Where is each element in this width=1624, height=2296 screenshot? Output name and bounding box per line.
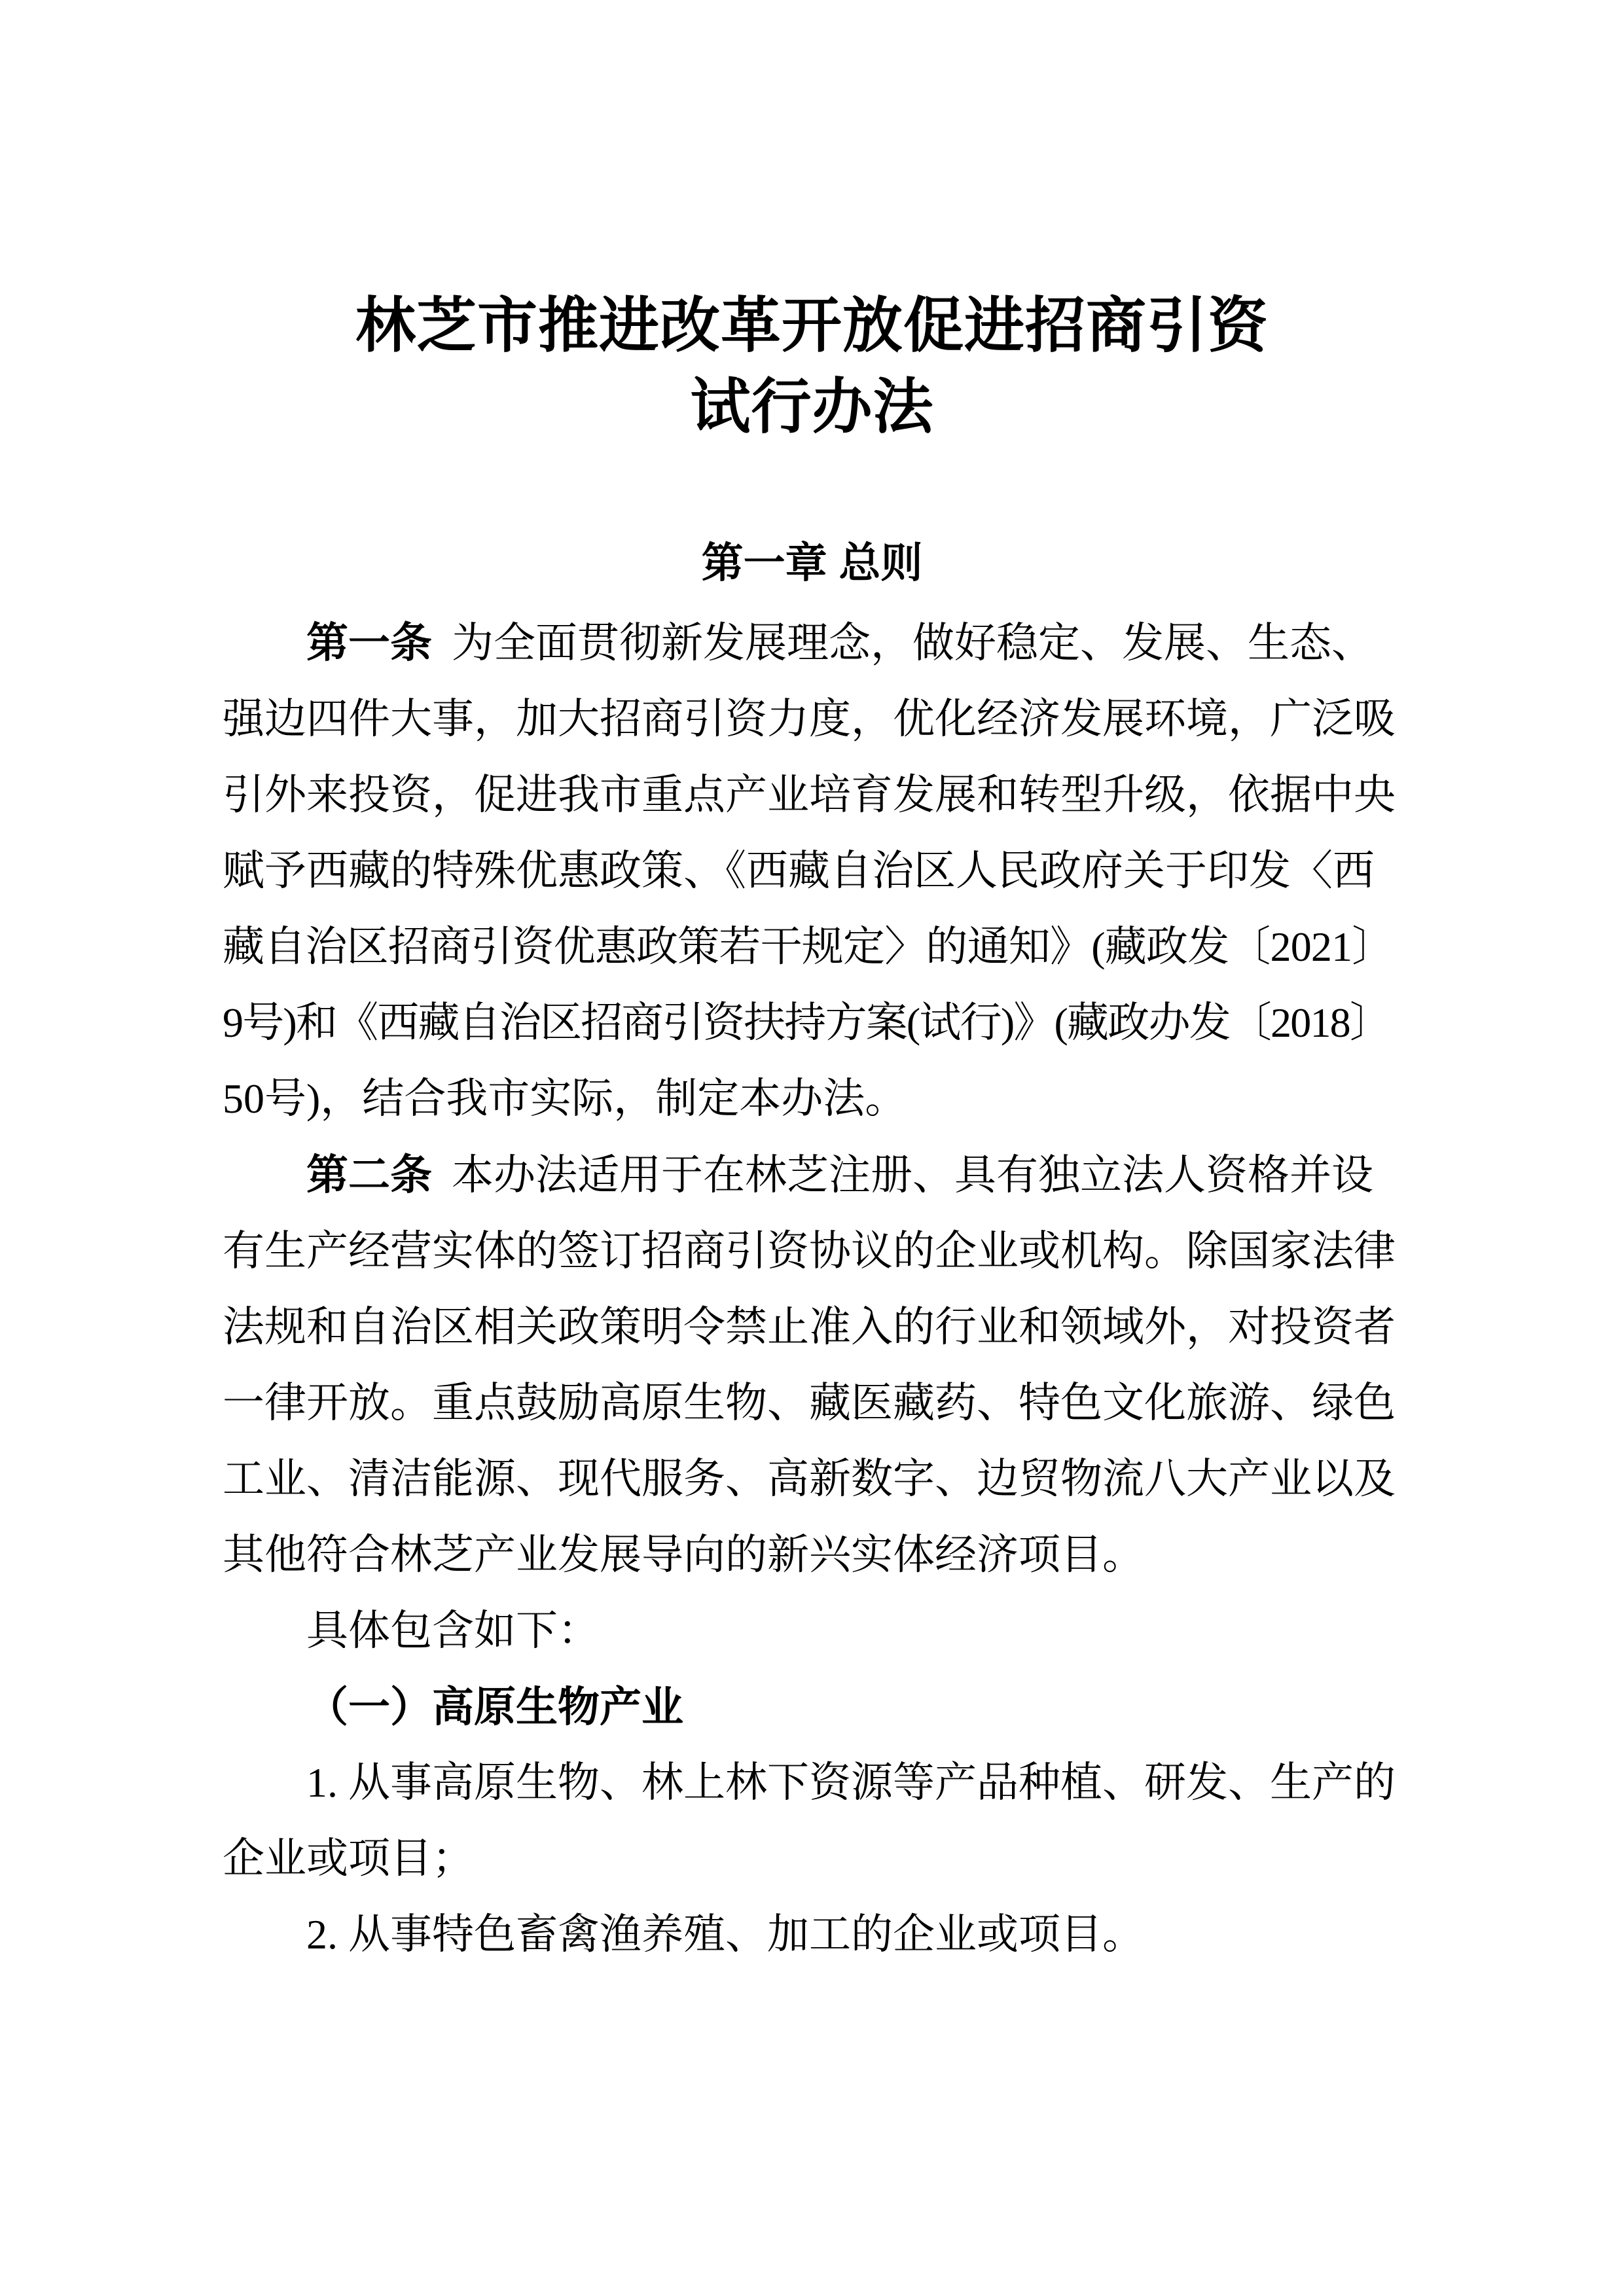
body-line: 9号)和《西藏自治区招商引资扶持方案(试行)》(藏政办发〔2018〕 — [223, 999, 1391, 1046]
document-title-line-2: 试行办法 — [690, 374, 934, 440]
item-2 — [223, 1897, 1401, 1973]
body-line: 其他符合林芝产业发展导向的新兴实体经济项目。 — [223, 1532, 1144, 1578]
body-line — [223, 1137, 1401, 1213]
body-line-text: 本办法适用于在林芝注册、具有独立法人资格并设 — [452, 1152, 1373, 1198]
section-1-heading — [223, 1669, 1401, 1745]
body-line: 工业、清洁能源、现代服务、高新数字、边贸物流八大产业以及 — [223, 1456, 1396, 1502]
item-1 — [223, 1745, 1401, 1897]
body-line: 有生产经营实体的签订招商引资协议的企业或机构。除国家法律 — [223, 1228, 1396, 1274]
document-title-line-1: 林芝市推进改革开放促进招商引资 — [355, 293, 1269, 359]
body-line: 50号)，结合我市实际，制定本办法。 — [223, 1075, 907, 1122]
article-2 — [223, 1137, 1401, 1593]
body-line: 藏自治区招商引资优惠政策若干规定〉的通知》(藏政发〔2021〕 — [223, 924, 1394, 970]
body-line: 法规和自治区相关政策明令禁止准入的行业和领域外，对投资者 — [223, 1304, 1396, 1350]
body-line: 2. 从事特色畜禽渔养殖、加工的企业或项目。 — [306, 1911, 1144, 1958]
article-2-number: 第二条 — [306, 1151, 432, 1198]
chapter-heading: 第一章 总则 — [701, 539, 923, 586]
body-line — [223, 605, 1401, 681]
intro-line — [223, 1593, 1401, 1669]
body-line: 强边四件大事，加大招商引资力度，优化经济发展环境，广泛吸 — [223, 696, 1396, 742]
body-line: 一律开放。重点鼓励高原生物、藏医藏药、特色文化旅游、绿色 — [223, 1380, 1396, 1426]
body-line: 赋予西藏的特殊优惠政策、《西藏自治区人民政府关于印发〈西 — [223, 848, 1375, 894]
document-title — [223, 285, 1401, 448]
body-line: 1. 从事高原生物、林上林下资源等产品种植、研发、生产的 — [306, 1759, 1396, 1806]
body-line: 引外来投资，促进我市重点产业培育发展和转型升级，依据中央 — [223, 772, 1396, 818]
article-1 — [223, 605, 1401, 1137]
body-line: 具体包含如下： — [306, 1607, 600, 1654]
article-1-number: 第一条 — [306, 619, 432, 666]
body-line: 企业或项目； — [223, 1835, 474, 1882]
document-body — [223, 605, 1401, 1973]
body-line-text: 为全面贯彻新发展理念，做好稳定、发展、生态、 — [452, 620, 1373, 666]
section-1-heading-text: （一）高原生物产业 — [306, 1683, 683, 1731]
